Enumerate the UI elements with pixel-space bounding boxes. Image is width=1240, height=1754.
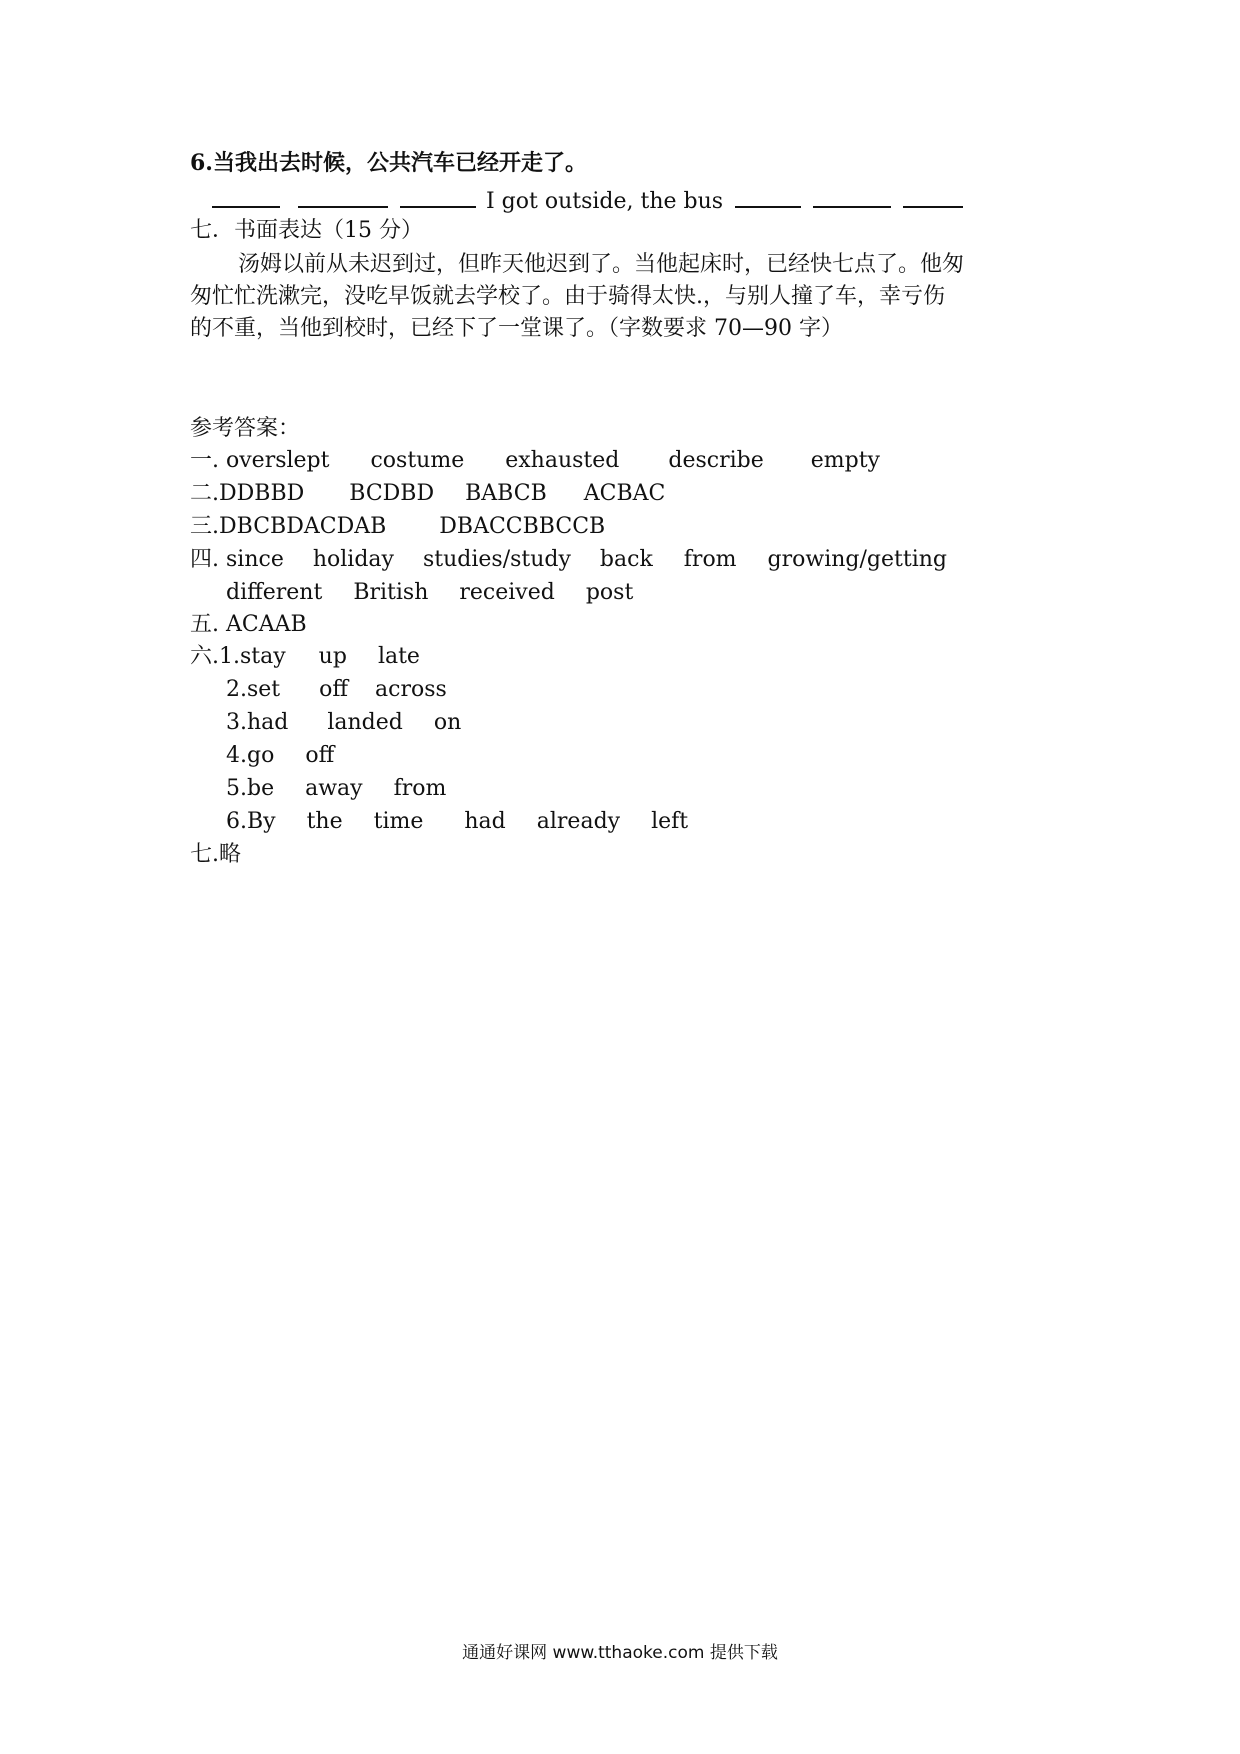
answers-heading: 参考答案： (190, 416, 301, 441)
answer-item: had (464, 809, 506, 834)
answer-item: 略 (219, 842, 242, 867)
part-label: 六. (190, 644, 219, 669)
answers-part-6-line-3 (226, 712, 461, 734)
answer-item: growing/getting (767, 547, 947, 572)
question-6-prompt: 6.当我出去时候，公共汽车已经开走了。 (190, 150, 587, 176)
answer-item: costume (370, 448, 465, 473)
question-6-answer-line (212, 188, 963, 213)
part-label: 一. (190, 448, 219, 473)
answer-item: 3.had (226, 710, 289, 735)
answer-item: studies/study (422, 547, 571, 572)
answers-part-6-line-6 (226, 811, 688, 833)
answer-item: already (536, 809, 621, 834)
answers-part-1 (190, 450, 880, 472)
answer-item: DBCBDACDAB (219, 514, 387, 539)
answer-item: different (226, 580, 323, 605)
answer-item: 1.stay (219, 644, 286, 669)
section-7-paragraph-line-3: 的不重，当他到校时，已经下了一堂课了。（字数要求 70—90 字） (190, 316, 843, 341)
answer-item: 4.go (226, 743, 275, 768)
section-7-paragraph-line-1: 汤姆以前从未迟到过，但昨天他迟到了。当他起床时，已经快七点了。他匆 (238, 252, 965, 277)
answer-item: off (319, 677, 349, 702)
part-label: 七. (190, 842, 219, 867)
answer-item: empty (810, 448, 880, 473)
answer-item: overslept (226, 448, 330, 473)
answer-item: received (459, 580, 555, 605)
answer-blank[interactable] (400, 188, 476, 208)
answer-item: since (226, 547, 284, 572)
answer-item: 2.set (226, 677, 281, 702)
answer-item: British (353, 580, 429, 605)
answer-blank[interactable] (298, 188, 388, 208)
answers-part-2 (190, 483, 665, 505)
answers-part-6-line-2 (226, 679, 447, 701)
answers-part-6-line-1 (190, 646, 420, 668)
part-label: 三. (190, 514, 219, 539)
answer-blank[interactable] (903, 188, 963, 208)
answer-item: on (433, 710, 462, 735)
part-label: 四. (190, 547, 219, 572)
answer-item: from (393, 776, 447, 801)
question-6-sentence: I got outside, the bus (486, 189, 724, 214)
part-label: 二. (190, 481, 219, 506)
answers-part-6-line-5 (226, 778, 446, 800)
answer-item: from (683, 547, 737, 572)
answer-item: the (306, 809, 343, 834)
answer-blank[interactable] (813, 188, 891, 208)
answer-item: back (599, 547, 653, 572)
answer-blank[interactable] (735, 188, 801, 208)
answer-item: DDBBD (219, 481, 305, 506)
part-label: 五. (190, 612, 219, 637)
answer-item: DBACCBBCCB (439, 514, 606, 539)
answer-item: up (318, 644, 347, 669)
answer-item: describe (668, 448, 764, 473)
answer-item: 6.By (226, 809, 276, 834)
answer-item: away (305, 776, 363, 801)
answer-item: exhausted (505, 448, 620, 473)
answer-item: ACAAB (226, 612, 307, 637)
answer-item: across (375, 677, 447, 702)
answers-part-4-line-2 (226, 582, 633, 604)
answer-item: holiday (312, 547, 394, 572)
answer-item: ACBAC (583, 481, 666, 506)
answer-item: time (373, 809, 424, 834)
answer-item: left (651, 809, 689, 834)
section-7-heading: 七．书面表达（15 分） (190, 218, 423, 243)
section-7-paragraph-line-2: 匆忙忙洗漱完，没吃早饭就去学校了。由于骑得太快.，与别人撞了车，幸亏伤 (190, 284, 945, 309)
answer-item: post (585, 580, 634, 605)
answer-item: BCDBD (349, 481, 435, 506)
answer-item: off (305, 743, 335, 768)
answers-part-4-line-1 (190, 549, 947, 571)
answers-part-7 (190, 844, 241, 866)
answer-blank[interactable] (212, 188, 280, 208)
answer-item: landed (327, 710, 403, 735)
answer-item: 5.be (226, 776, 275, 801)
answers-part-6-line-4 (226, 745, 334, 767)
answer-item: BABCB (465, 481, 547, 506)
answer-item: late (377, 644, 420, 669)
answers-part-5 (190, 614, 307, 636)
page-footer: 通通好课网 www.tthaoke.com 提供下载 (462, 1643, 778, 1663)
answers-part-3 (190, 516, 605, 538)
